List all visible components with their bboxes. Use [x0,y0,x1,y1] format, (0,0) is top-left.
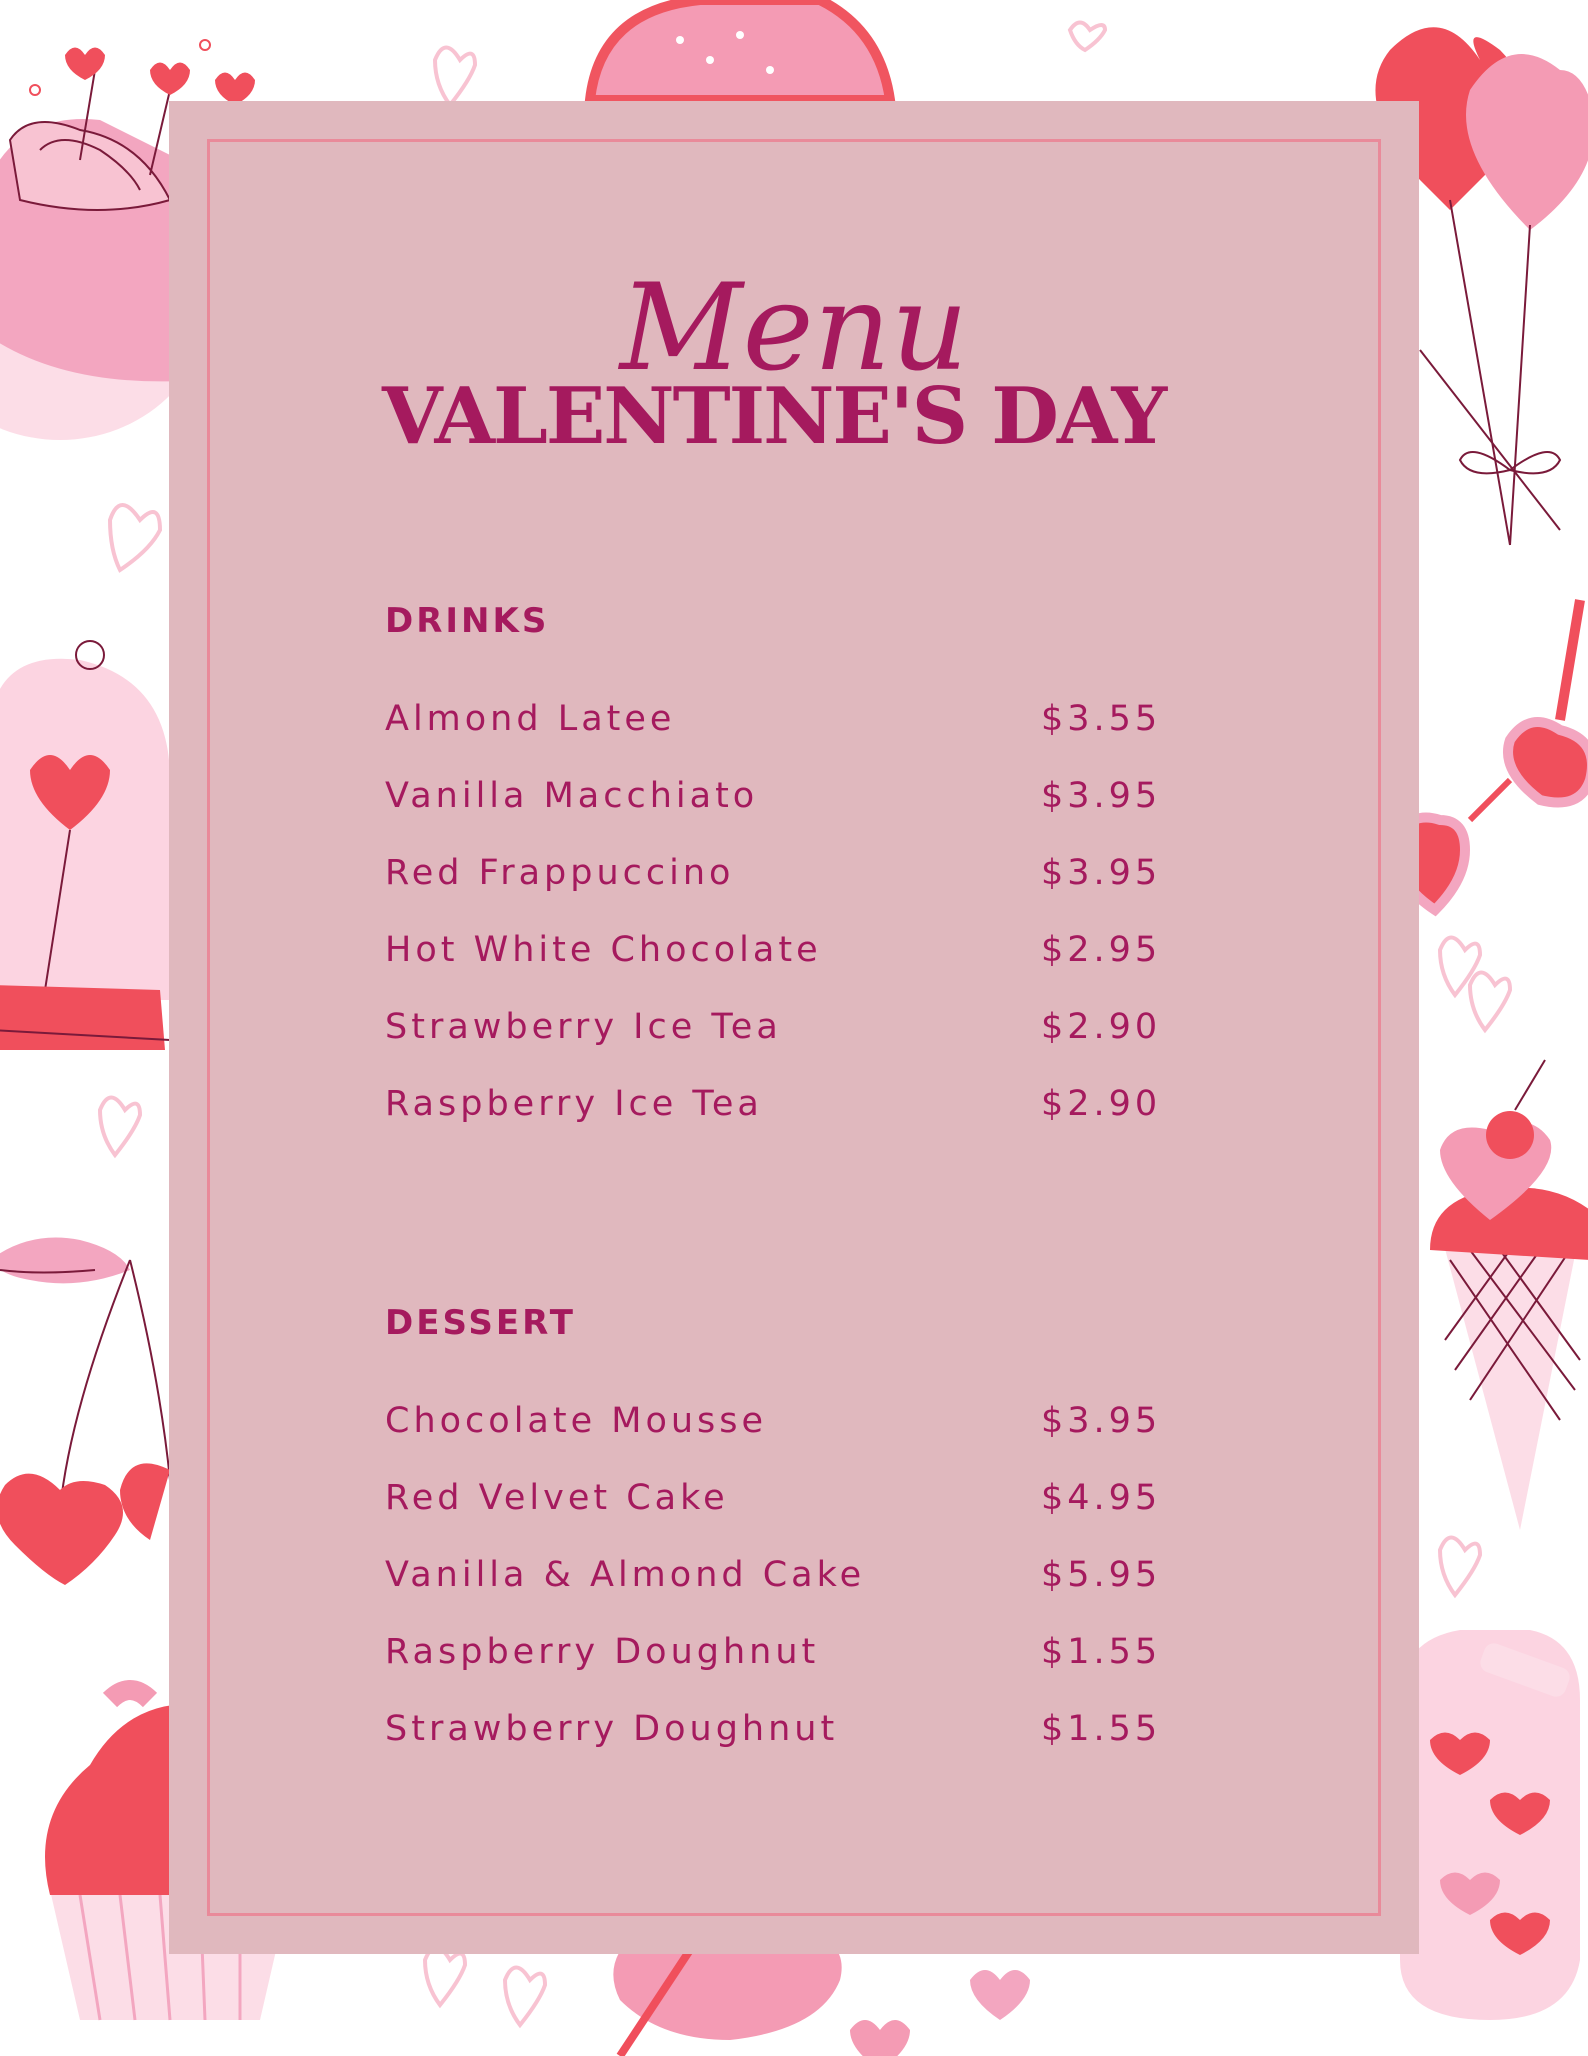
menu-item-price: $1.55 [1041,1709,1162,1749]
menu-item-row [385,776,1325,832]
menu-item-name: Vanilla & Almond Cake [385,1555,866,1595]
menu-item-price: $3.95 [1041,853,1162,893]
menu-item-name: Red Frappuccino [385,853,735,893]
menu-item-row [385,1007,1325,1063]
page-title: VALENTINE'S DAY [382,371,1166,462]
cherries-illustration [0,1238,170,1586]
menu-item-row [385,699,1325,755]
menu-item-price: $2.90 [1041,1084,1162,1124]
menu-item-price: $2.90 [1041,1007,1162,1047]
menu-item-row [385,1555,1325,1611]
menu-item-price: $1.55 [1041,1632,1162,1672]
menu-item-row [385,1401,1325,1457]
menu-item-name: Red Velvet Cake [385,1478,729,1518]
menu-item-row [385,1478,1325,1534]
menu-item-row [385,1632,1325,1688]
menu-item-name: Raspberry Doughnut [385,1632,820,1672]
menu-item-price: $5.95 [1041,1555,1162,1595]
menu-item-name: Vanilla Macchiato [385,776,759,816]
menu-item-name: Almond Latee [385,699,676,739]
menu-item-price: $4.95 [1041,1478,1162,1518]
menu-item-name: Hot White Chocolate [385,930,822,970]
section-title-dessert: DESSERT [385,1303,576,1343]
candy-jar-illustration [1400,1630,1580,2020]
menu-item-row [385,930,1325,986]
section-title-drinks: DRINKS [385,601,550,641]
menu-item-price: $3.95 [1041,776,1162,816]
menu-card [169,101,1419,1954]
menu-item-price: $2.95 [1041,930,1162,970]
menu-item-name: Strawberry Ice Tea [385,1007,782,1047]
menu-item-name: Chocolate Mousse [385,1401,768,1441]
menu-item-price: $3.55 [1041,699,1162,739]
menu-script-text: Menu [619,259,969,398]
menu-item-row [385,1709,1325,1765]
menu-item-name: Raspberry Ice Tea [385,1084,763,1124]
ice-cream-cone-illustration [1430,1060,1588,1530]
menu-item-price: $3.95 [1041,1401,1162,1441]
heart-cushion-illustration [590,0,890,100]
menu-item-name: Strawberry Doughnut [385,1709,839,1749]
rose-bell-jar-illustration [0,641,170,1050]
menu-item-row [385,853,1325,909]
menu-item-row [385,1084,1325,1140]
heart-glasses-illustration [1395,600,1588,910]
